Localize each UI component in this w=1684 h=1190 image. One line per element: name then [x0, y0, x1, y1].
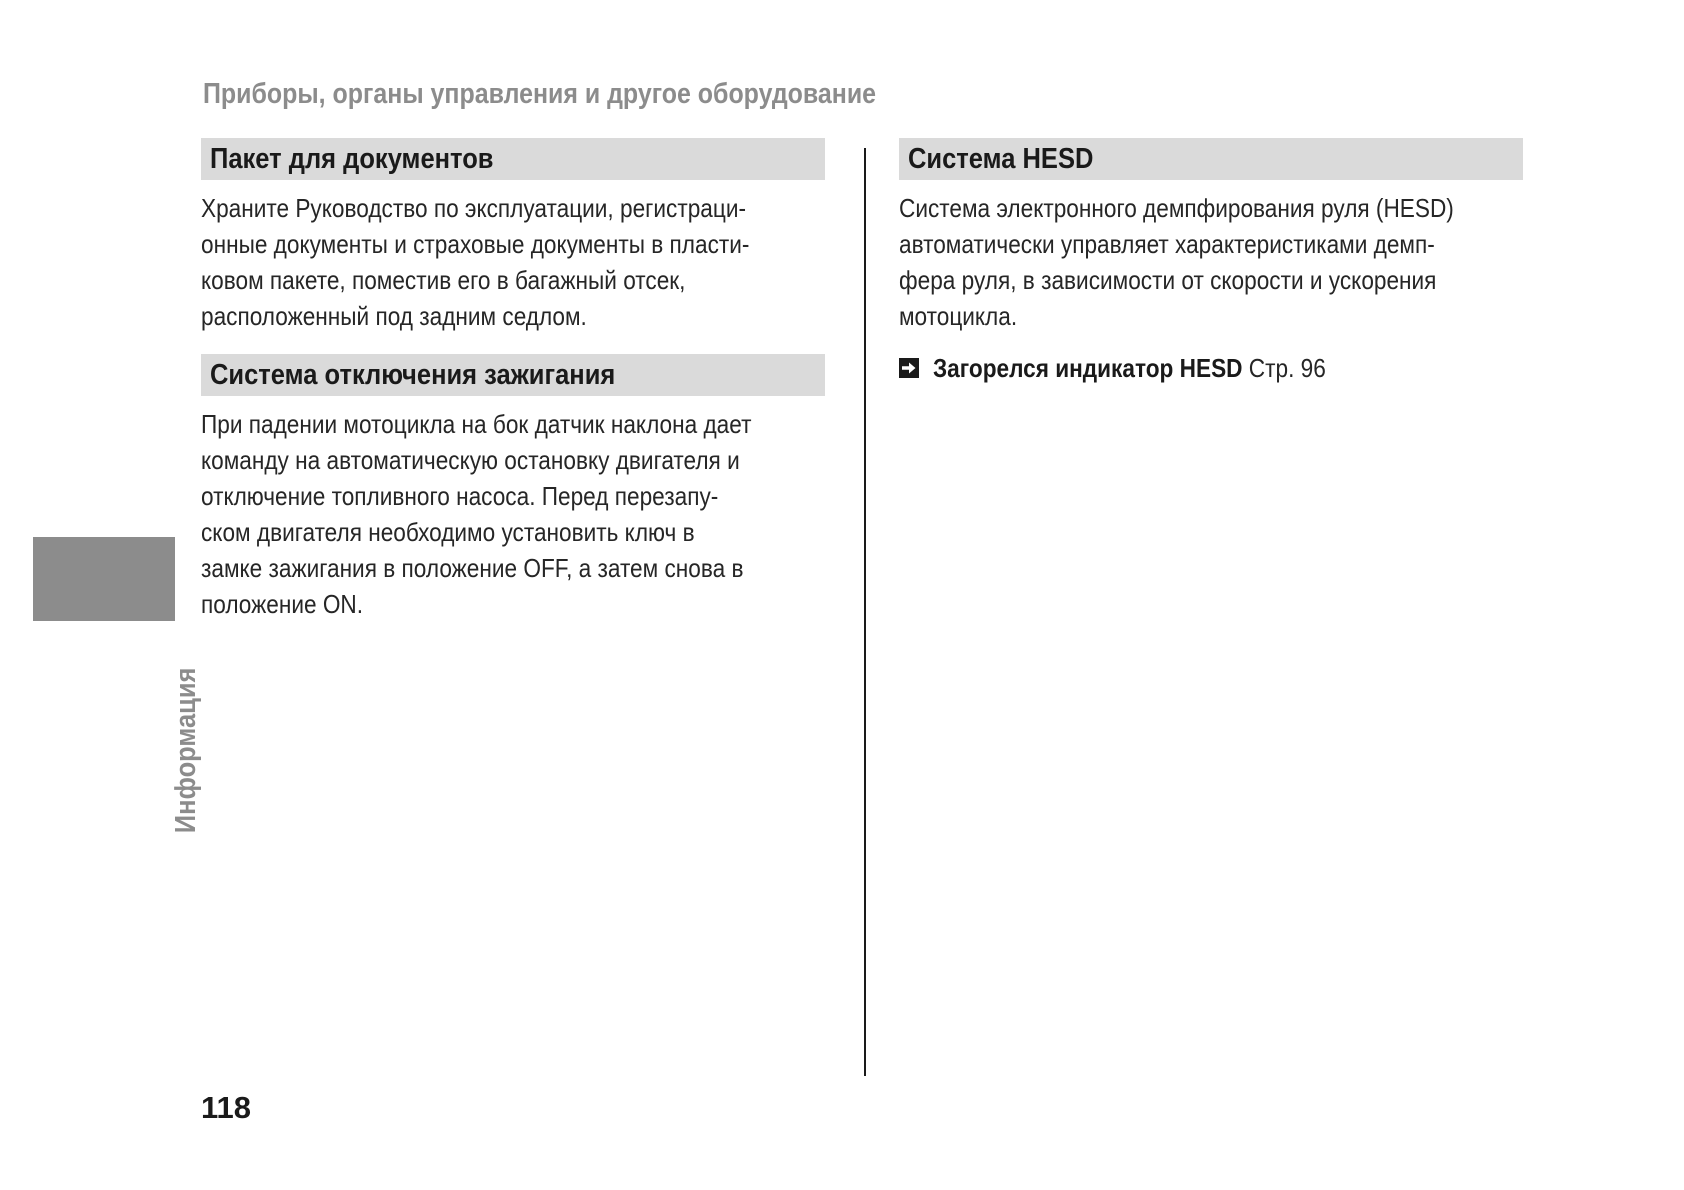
- right-column: [899, 138, 1523, 386]
- body-line: положение ON.: [201, 589, 364, 619]
- cross-reference-text: [933, 350, 1326, 386]
- body-line: расположенный под задним седлом.: [201, 301, 587, 331]
- left-column: [201, 138, 825, 622]
- section-heading-ignition-cutoff: [201, 354, 825, 396]
- section-heading-hesd-text: Система HESD: [908, 143, 1094, 175]
- cross-reference-hesd-indicator[interactable]: [899, 350, 1523, 386]
- body-line: замке зажигания в положение OFF, а затем снова в: [201, 553, 744, 583]
- arrow-right-box-icon: [899, 358, 919, 378]
- body-line: Храните Руководство по эксплуатации, регистраци-: [201, 193, 747, 223]
- section-body-hesd: [899, 190, 1523, 334]
- chapter-label-text: Информация: [170, 667, 202, 834]
- section-heading-documents-text: Пакет для документов: [210, 143, 494, 175]
- chapter-tab: [33, 537, 175, 621]
- section-heading-hesd: [899, 138, 1523, 180]
- body-line: Система электронного демпфирования руля (HESD): [899, 193, 1454, 223]
- section-heading-documents: [201, 138, 825, 180]
- section-heading-ignition-cutoff-text: Система отключения зажигания: [210, 359, 616, 391]
- body-line: команду на автоматическую остановку двигателя и: [201, 445, 740, 475]
- body-line: При падении мотоцикла на бок датчик наклона дает: [201, 409, 752, 439]
- body-line: онные документы и страховые документы в пласти-: [201, 229, 750, 259]
- page-number: 118: [201, 1090, 252, 1125]
- cross-reference-page: Стр. 96: [1248, 353, 1326, 383]
- section-body-ignition-cutoff: [201, 406, 825, 622]
- body-line: мотоцикла.: [899, 301, 1018, 331]
- column-divider: [864, 148, 866, 1076]
- cross-reference-title: Загорелся индикатор HESD: [933, 353, 1243, 383]
- body-line: ковом пакете, поместив его в багажный отсек,: [201, 265, 686, 295]
- body-line: фера руля, в зависимости от скорости и ускорения: [899, 265, 1437, 295]
- chapter-label: [170, 645, 203, 833]
- running-head: Приборы, органы управления и другое оборудование: [203, 78, 877, 110]
- body-line: ском двигателя необходимо установить ключ в: [201, 517, 695, 547]
- body-line: отключение топливного насоса. Перед перезапу-: [201, 481, 719, 511]
- section-body-documents: [201, 190, 825, 334]
- body-line: автоматически управляет характеристиками демп-: [899, 229, 1435, 259]
